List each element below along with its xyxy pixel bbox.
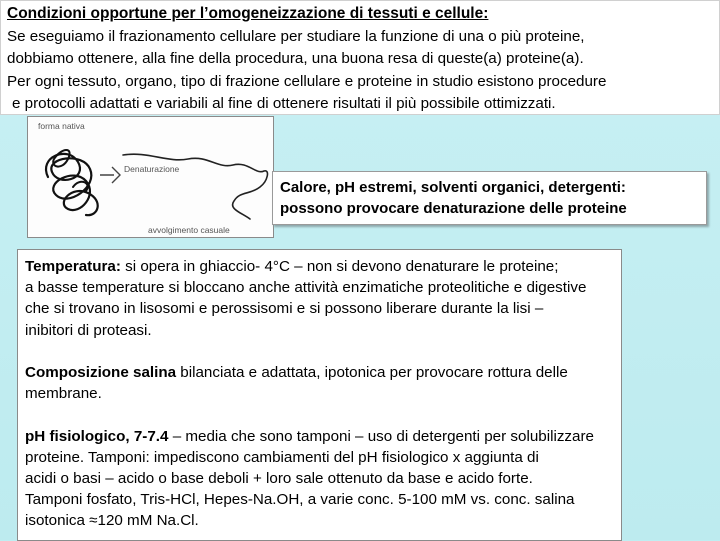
spacer: [25, 404, 715, 425]
ph-line-3: acidi o basi – acido o base deboli + loro sale ottenuto da base e acido forte.: [25, 469, 533, 487]
temperature-line-2: a basse temperature si bloccano anche attività enzimatiche proteolitiche e digestive: [25, 279, 587, 297]
denaturation-figure: [27, 116, 274, 238]
intro-paragraph: [7, 26, 719, 116]
intro-line-3: Per ogni tessuto, organo, tipo di frazione cellulare e proteine in studio esistono procedure: [7, 72, 607, 90]
temperature-line-4: inibitori di proteasi.: [25, 321, 152, 339]
callout-line-2: possono provocare denaturazione delle proteine: [280, 200, 627, 217]
intro-line-4: e protocolli adattati e variabili al fine di ottenere risultati il più possibile ottimizzati.: [12, 95, 556, 113]
callout-line-1: Calore, pH estremi, solventi organici, detergenti:: [280, 179, 626, 196]
denaturation-illustration: [28, 117, 273, 237]
ph-heading: pH fisiologico, 7-7.4: [25, 427, 169, 445]
spacer: [25, 341, 715, 362]
ph-line-5: isotonica ≈120 mM Na.Cl.: [25, 512, 199, 530]
salt-heading: Composizione salina: [25, 363, 177, 381]
intro-line-1: Se eseguiamo il frazionamento cellulare per studiare la funzione di una o più proteine,: [7, 28, 585, 45]
conditions-text: [25, 256, 715, 531]
intro-box: [0, 0, 720, 115]
denaturation-label: Denaturazione: [124, 164, 180, 174]
temperature-line-1: Temperatura: si opera in ghiaccio- 4°C – non si devono denaturare le proteine;: [25, 258, 559, 275]
salt-line-1: Composizione salina bilanciata e adattata, ipotonica per provocare rottura delle: [25, 363, 568, 381]
ph-line-1: pH fisiologico, 7-7.4 – media che sono tamponi – uso di detergenti per solubilizzare: [25, 427, 594, 445]
temperature-line-3: che si trovano in lisosomi e perossisomi e si possono liberare durante la lisi –: [25, 300, 544, 318]
intro-line-2: dobbiamo ottenere, alla fine della procedura, una buona resa di queste(a) proteine(a).: [7, 50, 584, 68]
denaturation-callout: [272, 171, 707, 225]
temperature-heading: Temperatura:: [25, 258, 121, 275]
salt-line-2: membrane.: [25, 385, 102, 403]
ph-line-2: proteine. Tamponi: impediscono cambiamenti del pH fisiologico x aggiunta di: [25, 448, 539, 466]
native-form-label: forma nativa: [38, 121, 85, 131]
slide-title: Condizioni opportune per l’omogeneizzazione di tessuti e cellule:: [7, 5, 489, 22]
random-coil-label: avvolgimento casuale: [148, 225, 230, 235]
ph-line-4: Tamponi fosfato, Tris-HCl, Hepes-Na.OH, a varie conc. 5-100 mM vs. conc. salina: [25, 491, 575, 509]
denaturation-arrow: [100, 167, 120, 183]
